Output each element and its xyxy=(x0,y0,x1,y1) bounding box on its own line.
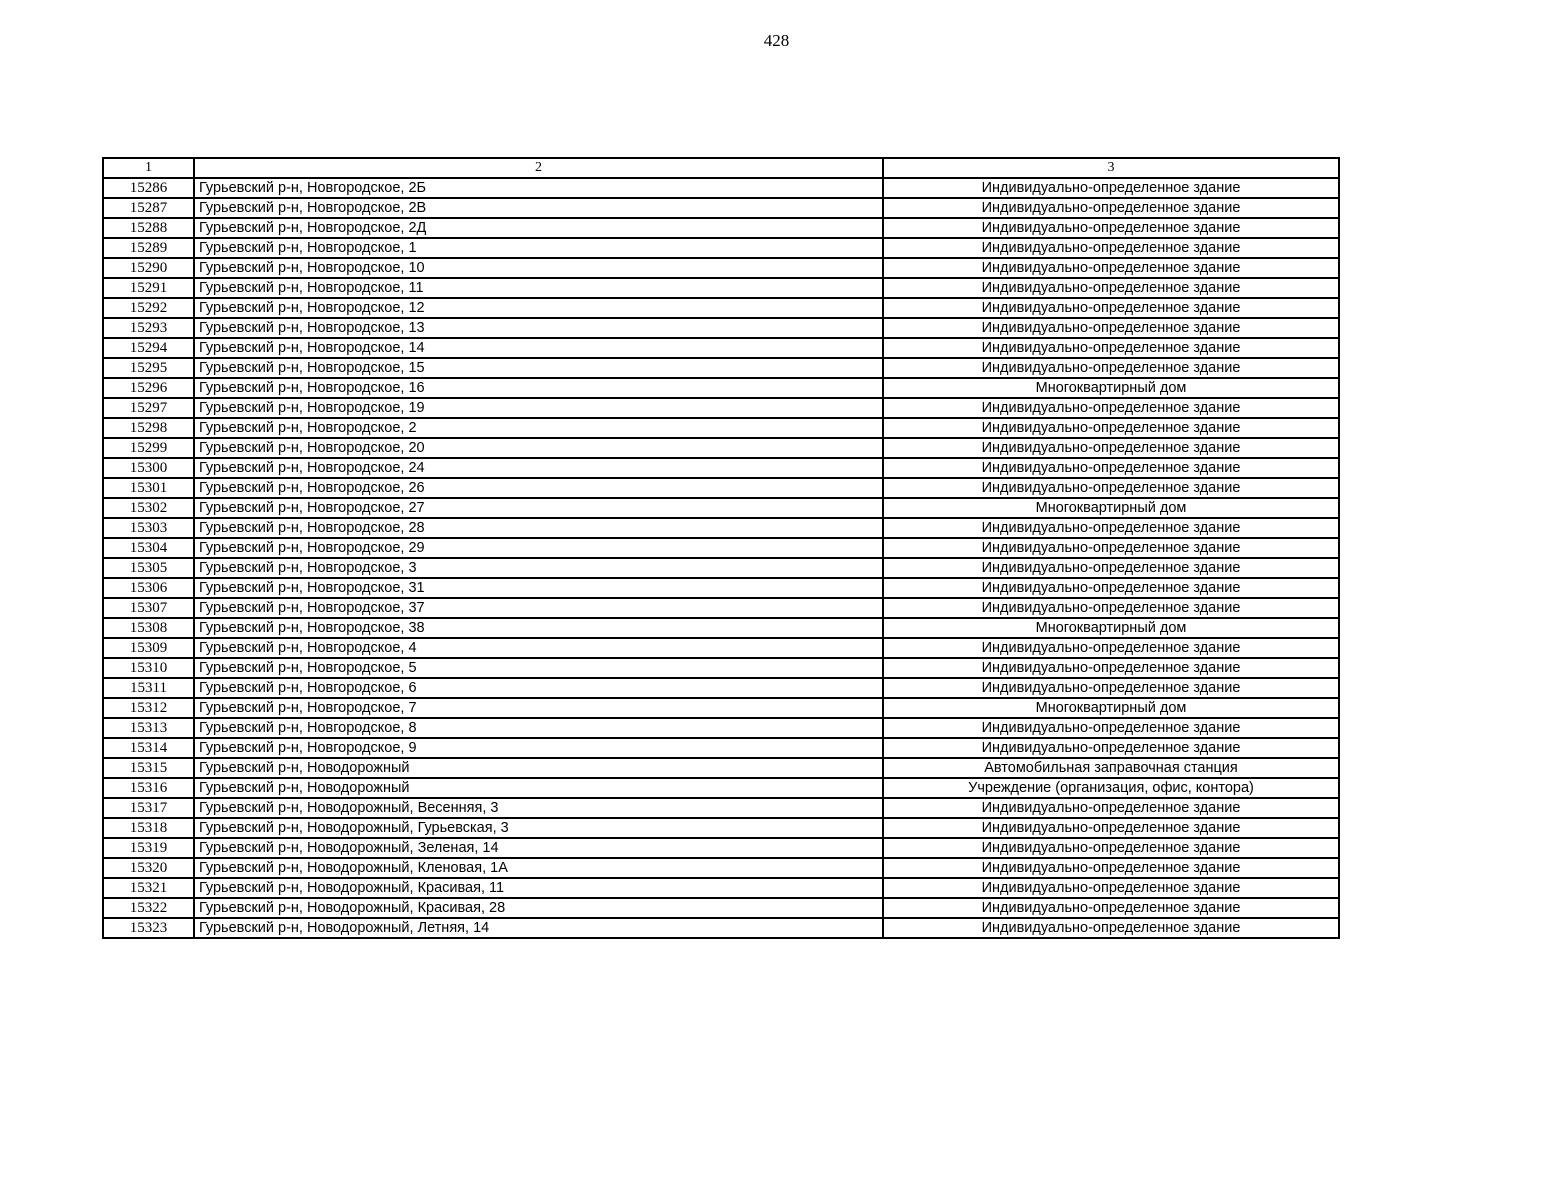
table-row xyxy=(103,378,1339,398)
table-header-row xyxy=(103,158,1339,178)
row-type-cell: Индивидуально-определенное здание xyxy=(883,258,1339,278)
row-type-cell: Индивидуально-определенное здание xyxy=(883,238,1339,258)
row-id-cell: 15294 xyxy=(103,338,194,358)
row-address-cell: Гурьевский р-н, Новгородское, 12 xyxy=(194,298,883,318)
table-row xyxy=(103,858,1339,878)
row-type-cell: Индивидуально-определенное здание xyxy=(883,598,1339,618)
row-address-cell: Гурьевский р-н, Новгородское, 29 xyxy=(194,538,883,558)
row-id-cell: 15322 xyxy=(103,898,194,918)
row-id-cell: 15309 xyxy=(103,638,194,658)
row-type-cell: Многоквартирный дом xyxy=(883,378,1339,398)
row-address-cell: Гурьевский р-н, Новодорожный, Летняя, 14 xyxy=(194,918,883,938)
table-row xyxy=(103,498,1339,518)
row-address-cell: Гурьевский р-н, Новгородское, 4 xyxy=(194,638,883,658)
row-type-cell: Индивидуально-определенное здание xyxy=(883,638,1339,658)
row-type-cell: Многоквартирный дом xyxy=(883,698,1339,718)
row-address-cell: Гурьевский р-н, Новодорожный xyxy=(194,758,883,778)
row-id-cell: 15298 xyxy=(103,418,194,438)
row-address-cell: Гурьевский р-н, Новгородское, 1 xyxy=(194,238,883,258)
table-row xyxy=(103,698,1339,718)
row-id-cell: 15321 xyxy=(103,878,194,898)
row-address-cell: Гурьевский р-н, Новодорожный, Кленовая, 1А xyxy=(194,858,883,878)
row-type-cell: Индивидуально-определенное здание xyxy=(883,458,1339,478)
row-id-cell: 15306 xyxy=(103,578,194,598)
row-address-cell: Гурьевский р-н, Новгородское, 13 xyxy=(194,318,883,338)
row-address-cell: Гурьевский р-н, Новгородское, 2В xyxy=(194,198,883,218)
row-type-cell: Учреждение (организация, офис, контора) xyxy=(883,778,1339,798)
row-address-cell: Гурьевский р-н, Новодорожный, Красивая, 11 xyxy=(194,878,883,898)
row-type-cell: Индивидуально-определенное здание xyxy=(883,858,1339,878)
row-type-cell: Индивидуально-определенное здание xyxy=(883,798,1339,818)
table-row xyxy=(103,538,1339,558)
table-row xyxy=(103,778,1339,798)
row-id-cell: 15304 xyxy=(103,538,194,558)
row-type-cell: Индивидуально-определенное здание xyxy=(883,658,1339,678)
table-row xyxy=(103,358,1339,378)
table-row xyxy=(103,238,1339,258)
page-number: 428 xyxy=(763,31,790,50)
row-id-cell: 15286 xyxy=(103,178,194,198)
row-id-cell: 15288 xyxy=(103,218,194,238)
table-row xyxy=(103,738,1339,758)
row-address-cell: Гурьевский р-н, Новгородское, 37 xyxy=(194,598,883,618)
row-type-cell: Индивидуально-определенное здание xyxy=(883,178,1339,198)
row-id-cell: 15314 xyxy=(103,738,194,758)
row-type-cell: Индивидуально-определенное здание xyxy=(883,878,1339,898)
table-row xyxy=(103,758,1339,778)
row-type-cell: Индивидуально-определенное здание xyxy=(883,358,1339,378)
row-id-cell: 15307 xyxy=(103,598,194,618)
row-id-cell: 15299 xyxy=(103,438,194,458)
row-address-cell: Гурьевский р-н, Новодорожный, Гурьевская, 3 xyxy=(194,818,883,838)
row-id-cell: 15313 xyxy=(103,718,194,738)
table-row xyxy=(103,398,1339,418)
row-id-cell: 15297 xyxy=(103,398,194,418)
row-address-cell: Гурьевский р-н, Новгородское, 2Д xyxy=(194,218,883,238)
row-id-cell: 15300 xyxy=(103,458,194,478)
row-id-cell: 15292 xyxy=(103,298,194,318)
row-id-cell: 15301 xyxy=(103,478,194,498)
row-id-cell: 15290 xyxy=(103,258,194,278)
row-type-cell: Индивидуально-определенное здание xyxy=(883,318,1339,338)
row-address-cell: Гурьевский р-н, Новгородское, 28 xyxy=(194,518,883,538)
row-id-cell: 15310 xyxy=(103,658,194,678)
table-row xyxy=(103,338,1339,358)
table-row xyxy=(103,218,1339,238)
table-row xyxy=(103,678,1339,698)
row-address-cell: Гурьевский р-н, Новгородское, 3 xyxy=(194,558,883,578)
row-type-cell: Индивидуально-определенное здание xyxy=(883,338,1339,358)
table-row xyxy=(103,418,1339,438)
row-type-cell: Индивидуально-определенное здание xyxy=(883,838,1339,858)
row-address-cell: Гурьевский р-н, Новгородское, 5 xyxy=(194,658,883,678)
table-row xyxy=(103,618,1339,638)
registry-table xyxy=(102,157,1340,939)
row-type-cell: Индивидуально-определенное здание xyxy=(883,898,1339,918)
table-row xyxy=(103,258,1339,278)
row-id-cell: 15289 xyxy=(103,238,194,258)
row-id-cell: 15317 xyxy=(103,798,194,818)
row-type-cell: Индивидуально-определенное здание xyxy=(883,198,1339,218)
row-address-cell: Гурьевский р-н, Новгородское, 14 xyxy=(194,338,883,358)
row-id-cell: 15316 xyxy=(103,778,194,798)
table-row xyxy=(103,898,1339,918)
row-address-cell: Гурьевский р-н, Новгородское, 31 xyxy=(194,578,883,598)
row-address-cell: Гурьевский р-н, Новгородское, 27 xyxy=(194,498,883,518)
row-type-cell: Индивидуально-определенное здание xyxy=(883,738,1339,758)
table-body xyxy=(103,158,1339,938)
table-row xyxy=(103,518,1339,538)
row-type-cell: Индивидуально-определенное здание xyxy=(883,298,1339,318)
table-row xyxy=(103,298,1339,318)
row-address-cell: Гурьевский р-н, Новгородское, 6 xyxy=(194,678,883,698)
row-address-cell: Гурьевский р-н, Новгородское, 24 xyxy=(194,458,883,478)
row-type-cell: Многоквартирный дом xyxy=(883,618,1339,638)
row-address-cell: Гурьевский р-н, Новодорожный xyxy=(194,778,883,798)
table-row xyxy=(103,458,1339,478)
row-id-cell: 15295 xyxy=(103,358,194,378)
row-id-cell: 15291 xyxy=(103,278,194,298)
row-id-cell: 15323 xyxy=(103,918,194,938)
row-type-cell: Индивидуально-определенное здание xyxy=(883,918,1339,938)
table-row xyxy=(103,818,1339,838)
row-type-cell: Индивидуально-определенное здание xyxy=(883,418,1339,438)
table-row xyxy=(103,178,1339,198)
row-address-cell: Гурьевский р-н, Новгородское, 7 xyxy=(194,698,883,718)
row-address-cell: Гурьевский р-н, Новгородское, 19 xyxy=(194,398,883,418)
row-address-cell: Гурьевский р-н, Новгородское, 15 xyxy=(194,358,883,378)
row-address-cell: Гурьевский р-н, Новгородское, 20 xyxy=(194,438,883,458)
table-row xyxy=(103,918,1339,938)
table-row xyxy=(103,658,1339,678)
row-type-cell: Индивидуально-определенное здание xyxy=(883,718,1339,738)
row-type-cell: Индивидуально-определенное здание xyxy=(883,218,1339,238)
row-address-cell: Гурьевский р-н, Новодорожный, Красивая, 28 xyxy=(194,898,883,918)
table-row xyxy=(103,478,1339,498)
row-type-cell: Индивидуально-определенное здание xyxy=(883,398,1339,418)
row-address-cell: Гурьевский р-н, Новгородское, 11 xyxy=(194,278,883,298)
table-row xyxy=(103,278,1339,298)
row-id-cell: 15312 xyxy=(103,698,194,718)
table-row xyxy=(103,438,1339,458)
row-address-cell: Гурьевский р-н, Новгородское, 10 xyxy=(194,258,883,278)
row-address-cell: Гурьевский р-н, Новодорожный, Весенняя, 3 xyxy=(194,798,883,818)
row-id-cell: 15303 xyxy=(103,518,194,538)
row-type-cell: Автомобильная заправочная станция xyxy=(883,758,1339,778)
row-type-cell: Многоквартирный дом xyxy=(883,498,1339,518)
table-row xyxy=(103,578,1339,598)
row-id-cell: 15319 xyxy=(103,838,194,858)
row-type-cell: Индивидуально-определенное здание xyxy=(883,478,1339,498)
registry-table-container xyxy=(102,157,1340,939)
row-type-cell: Индивидуально-определенное здание xyxy=(883,278,1339,298)
row-id-cell: 15296 xyxy=(103,378,194,398)
row-id-cell: 15308 xyxy=(103,618,194,638)
table-row xyxy=(103,558,1339,578)
row-type-cell: Индивидуально-определенное здание xyxy=(883,518,1339,538)
row-id-cell: 15293 xyxy=(103,318,194,338)
row-address-cell: Гурьевский р-н, Новгородское, 38 xyxy=(194,618,883,638)
table-row xyxy=(103,878,1339,898)
row-address-cell: Гурьевский р-н, Новгородское, 16 xyxy=(194,378,883,398)
row-id-cell: 15287 xyxy=(103,198,194,218)
table-row xyxy=(103,318,1339,338)
row-type-cell: Индивидуально-определенное здание xyxy=(883,678,1339,698)
table-row xyxy=(103,198,1339,218)
table-row xyxy=(103,718,1339,738)
row-type-cell: Индивидуально-определенное здание xyxy=(883,538,1339,558)
table-row xyxy=(103,838,1339,858)
column-header-3: 3 xyxy=(883,158,1339,178)
table-row xyxy=(103,638,1339,658)
column-header-1: 1 xyxy=(103,158,194,178)
row-id-cell: 15302 xyxy=(103,498,194,518)
row-address-cell: Гурьевский р-н, Новгородское, 2Б xyxy=(194,178,883,198)
row-type-cell: Индивидуально-определенное здание xyxy=(883,818,1339,838)
column-header-2: 2 xyxy=(194,158,883,178)
table-row xyxy=(103,598,1339,618)
row-id-cell: 15318 xyxy=(103,818,194,838)
row-id-cell: 15320 xyxy=(103,858,194,878)
row-address-cell: Гурьевский р-н, Новгородское, 8 xyxy=(194,718,883,738)
row-address-cell: Гурьевский р-н, Новгородское, 9 xyxy=(194,738,883,758)
row-type-cell: Индивидуально-определенное здание xyxy=(883,578,1339,598)
table-row xyxy=(103,798,1339,818)
row-address-cell: Гурьевский р-н, Новгородское, 2 xyxy=(194,418,883,438)
row-id-cell: 15315 xyxy=(103,758,194,778)
row-address-cell: Гурьевский р-н, Новгородское, 26 xyxy=(194,478,883,498)
row-type-cell: Индивидуально-определенное здание xyxy=(883,438,1339,458)
row-id-cell: 15305 xyxy=(103,558,194,578)
row-type-cell: Индивидуально-определенное здание xyxy=(883,558,1339,578)
row-id-cell: 15311 xyxy=(103,678,194,698)
row-address-cell: Гурьевский р-н, Новодорожный, Зеленая, 14 xyxy=(194,838,883,858)
